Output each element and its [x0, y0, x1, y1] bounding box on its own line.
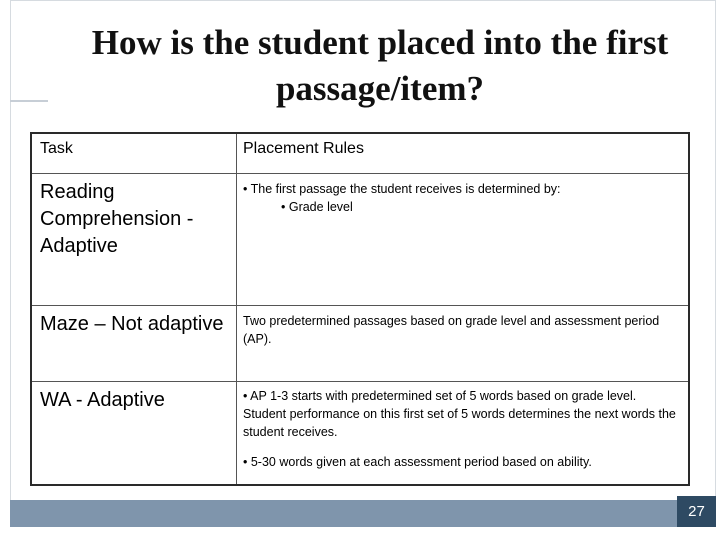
task-name: Maze – Not adaptive — [40, 312, 224, 335]
rules-cell — [237, 381, 690, 485]
header-placement-rules: Placement Rules — [243, 140, 364, 157]
decorative-divider — [10, 100, 48, 102]
rule-subpoint: • Grade level — [281, 199, 353, 214]
placement-table — [30, 132, 690, 486]
page-number: 27 — [677, 496, 716, 527]
header-rules-cell — [237, 133, 690, 173]
rules-cell — [237, 173, 690, 305]
table-row — [31, 381, 689, 485]
table-row — [31, 173, 689, 305]
task-cell — [31, 381, 237, 485]
rules-cell — [237, 305, 690, 381]
table-row — [31, 305, 689, 381]
task-cell — [31, 173, 237, 305]
rule-text: • AP 1-3 starts with predetermined set of 5 words based on grade level. Student performance on this first set of 5 words determines the next words the student receives. — [243, 388, 676, 439]
header-task-cell — [31, 133, 237, 173]
header-task: Task — [40, 140, 73, 157]
task-cell — [31, 305, 237, 381]
rule-text: Two predetermined passages based on grade level and assessment period (AP). — [243, 313, 660, 346]
slide-title: How is the student placed into the first passage/item? — [91, 23, 669, 108]
rule-text: • 5-30 words given at each assessment period based on ability. — [243, 454, 592, 469]
task-name: WA - Adaptive — [40, 388, 165, 411]
footer-bar — [10, 500, 677, 527]
task-name: Reading Comprehension - Adaptive — [40, 180, 194, 257]
table-header-row — [31, 133, 689, 173]
rule-text: • The first passage the student receives is determined by: — [243, 181, 561, 196]
